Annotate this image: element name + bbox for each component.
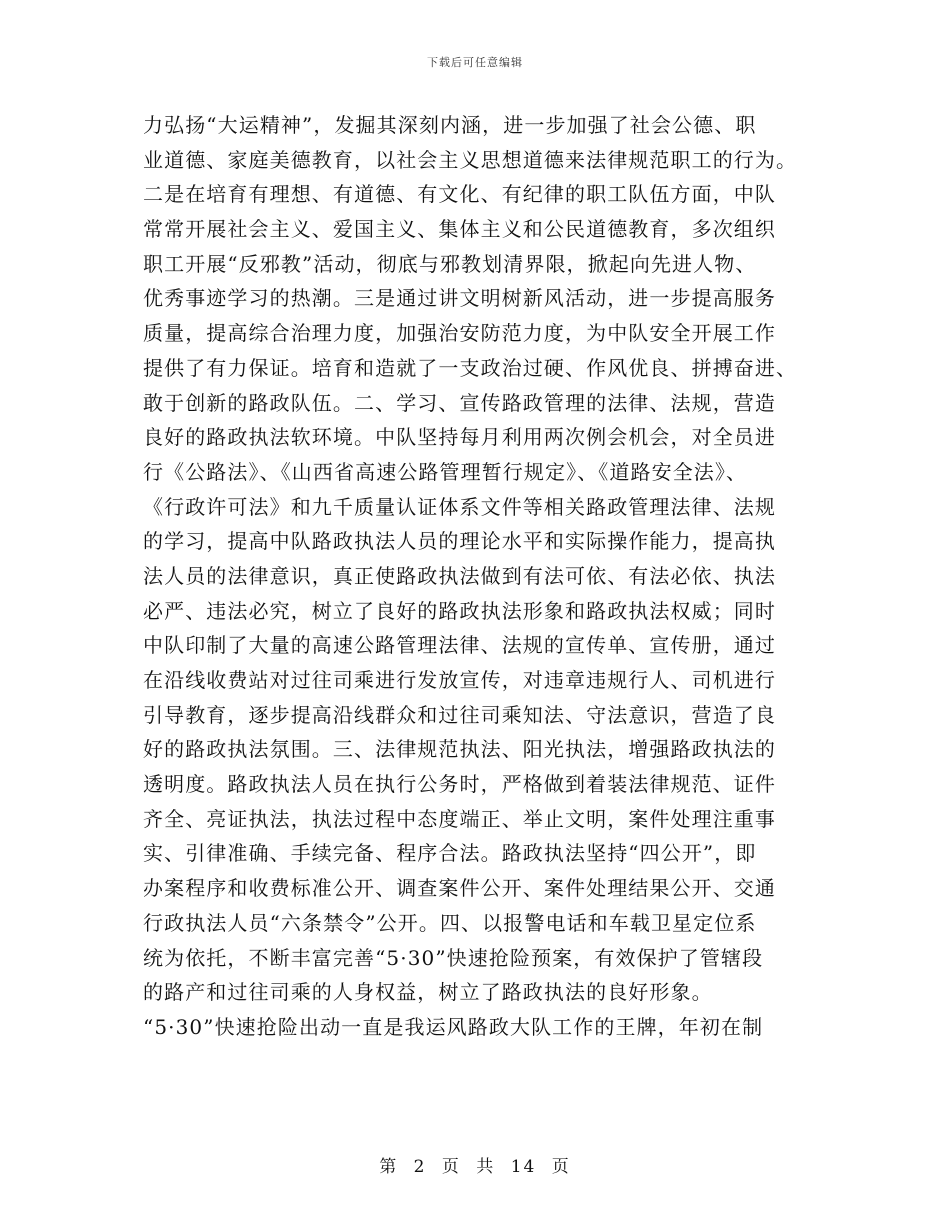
text-line: 《行政许可法》和九千质量认证体系文件等相关路政管理法律、法规 bbox=[143, 494, 776, 519]
text-line: 在沿线收费站对过往司乘进行发放宣传，对违章违规行人、司机进行 bbox=[143, 668, 776, 692]
body-text bbox=[143, 108, 811, 1045]
text-line: 引导教育，逐步提高沿线群众和过往司乘知法、守法意识，营造了良 bbox=[143, 702, 776, 727]
text-line: 良好的路政执法软环境。中队坚持每月利用两次例会机会，对全员进 bbox=[143, 425, 776, 450]
text-line: 职工开展“反邪教”活动，彻底与邪教划清界限，掀起向先进人物、 bbox=[143, 251, 757, 276]
text-line: 法人员的法律意识，真正使路政执法做到有法可依、有法必依、执法 bbox=[143, 563, 776, 588]
text-line: 行《公路法》、《山西省高速公路管理暂行规定》、《道路安全法》、 bbox=[143, 459, 748, 484]
text-line: 行政执法人员“六条禁令”公开。四、以报警电话和车载卫星定位系 bbox=[143, 910, 757, 935]
text-line: 二是在培育有理想、有道德、有文化、有纪律的职工队伍方面，中队 bbox=[143, 182, 776, 207]
text-line: 必严、违法必究，树立了良好的路政执法形象和路政执法权威；同时 bbox=[143, 598, 776, 623]
text-line: 齐全、亮证执法，执法过程中态度端正、举止文明，案件处理注重事 bbox=[143, 806, 776, 831]
footer-prefix: 第 bbox=[379, 1157, 399, 1177]
text-line: 的路产和过往司乘的人身权益，树立了路政执法的良好形象。 bbox=[143, 980, 713, 1005]
text-line: 提供了有力保证。培育和造就了一支政治过硬、作风优良、拼搏奋进、 bbox=[143, 355, 798, 380]
text-line: 业道德、家庭美德教育，以社会主义思想道德来法律规范职工的行为。 bbox=[143, 147, 798, 172]
footer-total-word: 共 bbox=[476, 1157, 496, 1177]
text-line: “5·30”快速抢险出动一直是我运风路政大队工作的王牌，年初在制 bbox=[143, 1014, 764, 1039]
footer-page-word: 页 bbox=[441, 1157, 461, 1177]
text-line: 的学习，提高中队路政执法人员的理论水平和实际操作能力，提高执 bbox=[143, 529, 776, 554]
text-line: 好的路政执法氛围。三、法律规范执法、阳光执法，增强路政执法的 bbox=[143, 737, 776, 762]
text-line: 常常开展社会主义、爱国主义、集体主义和公民道德教育，多次组织 bbox=[143, 217, 776, 242]
text-line: 优秀事迹学习的热潮。三是通过讲文明树新风活动，进一步提高服务 bbox=[143, 286, 776, 311]
text-line: 实、引律准确、手续完备、程序合法。路政执法坚持“四公开”，即 bbox=[143, 841, 757, 866]
page-footer bbox=[0, 1152, 950, 1177]
footer-suffix: 页 bbox=[551, 1157, 571, 1177]
text-line: 敢于创新的路政队伍。二、学习、宣传路政管理的法律、法规，营造 bbox=[143, 390, 776, 415]
current-page-number: 2 bbox=[413, 1157, 427, 1177]
text-line: 办案程序和收费标准公开、调查案件公开、案件处理结果公开、交通 bbox=[143, 876, 776, 901]
total-page-count: 14 bbox=[510, 1157, 537, 1177]
text-line: 透明度。路政执法人员在执行公务时，严格做到着装法律规范、证件 bbox=[143, 772, 776, 797]
text-line: 中队印制了大量的高速公路管理法律、法规的宣传单、宣传册，通过 bbox=[143, 633, 776, 658]
page-header: 下载后可任意编辑 bbox=[427, 56, 523, 69]
text-line: 统为依托，不断丰富完善“5·30”快速抢险预案，有效保护了管辖段 bbox=[143, 945, 764, 970]
text-line: 质量，提高综合治理力度，加强治安防范力度，为中队安全开展工作 bbox=[143, 321, 776, 346]
text-line: 力弘扬“大运精神”，发掘其深刻内涵，进一步加强了社会公德、职 bbox=[143, 113, 757, 137]
